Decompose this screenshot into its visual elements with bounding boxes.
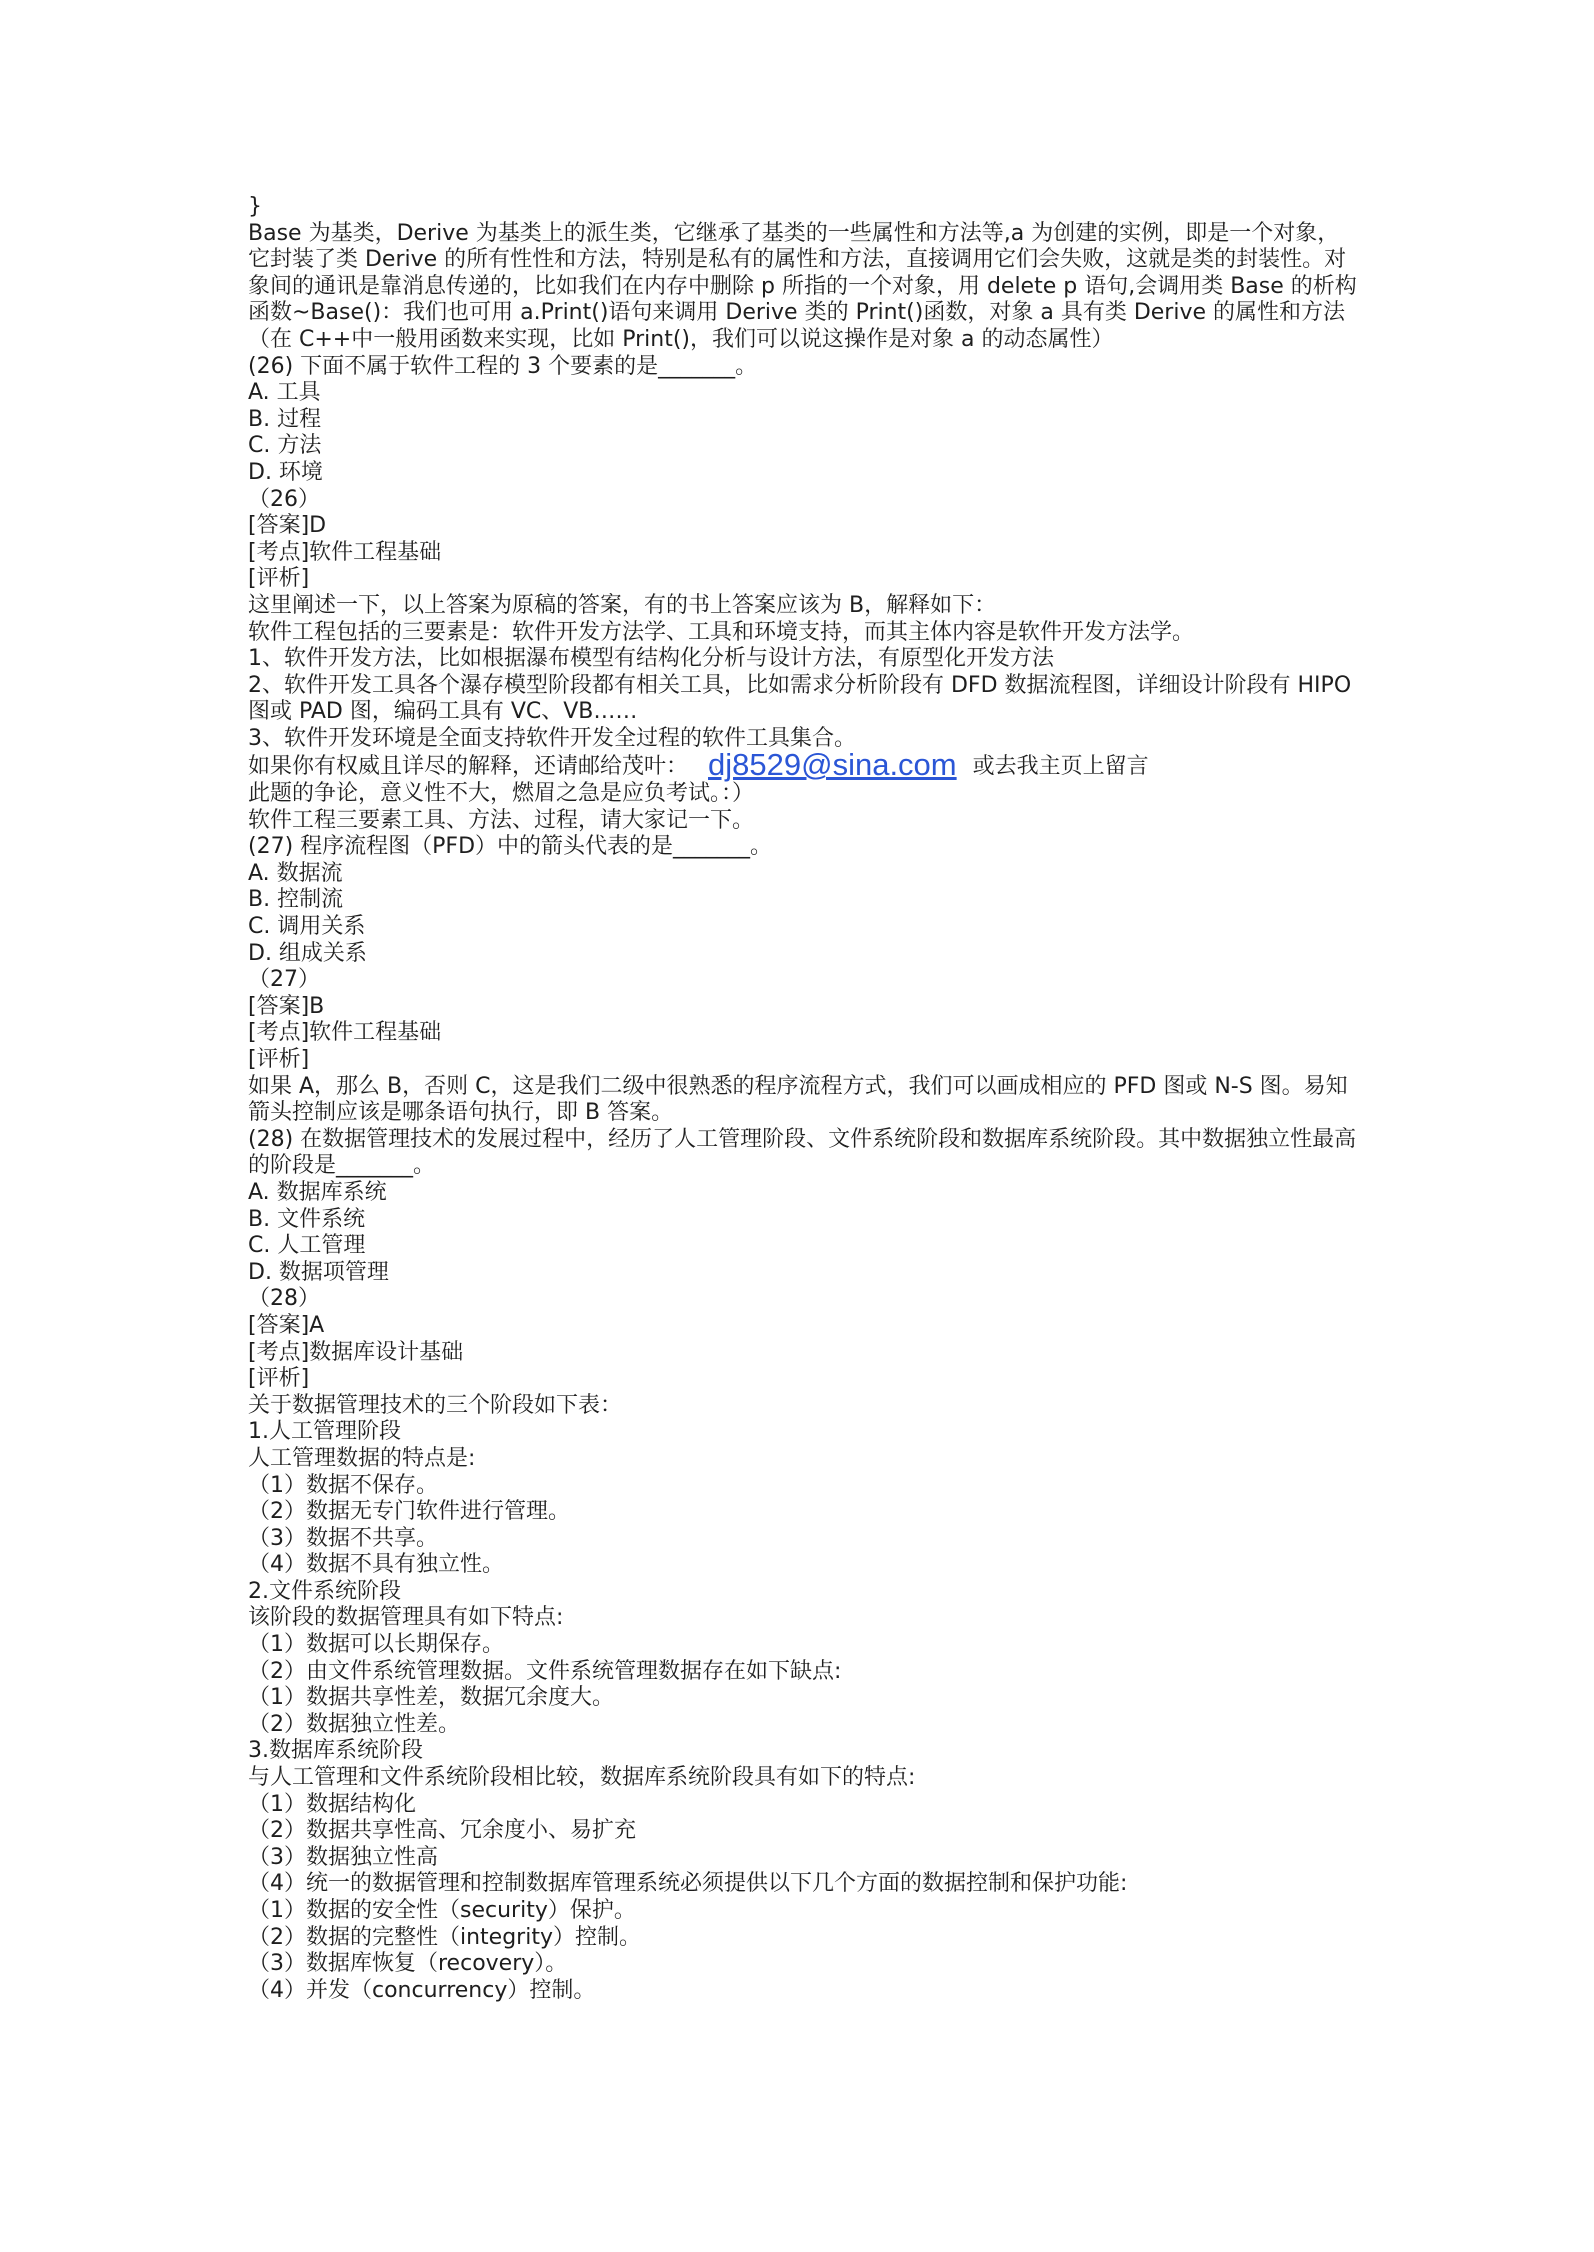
text-line: [评析] bbox=[248, 1366, 310, 1392]
text-line: [答案]D bbox=[248, 513, 327, 539]
text-line: Base 为基类，Derive 为基类上的派生类，它继承了基类的一些属性和方法等,a 为创建的实例，即是一个对象，它封装了类 Derive 的所有性性和方法，特别是私有的属性和方法，直接调用它们会失败，这就是类的封装性。对象间的通讯是靠消息传递的，比如我们在内存中删除 p 所指的一个对象，用 delete p 语句,会调用类 Base 的析构函数~Base()：我们也可用 a.Print()语句来调用 Derive 类的 Print()函数，对象 a 具有类 Derive 的属性和方法（在 C++中一般用函数来实现，比如 Print()，我们可以说这操作是对象 a 的动态属性） bbox=[248, 220, 1357, 352]
text-line: [考点]软件工程基础 bbox=[248, 539, 442, 565]
text-line: (26) 下面不属于软件工程的 3 个要素的是_______。 bbox=[248, 353, 758, 379]
text-line: （26） bbox=[248, 486, 320, 512]
text-line: （4）并发（concurrency）控制。 bbox=[248, 1977, 596, 2003]
text-line: （4）数据不具有独立性。 bbox=[248, 1552, 504, 1578]
text-line: 人工管理数据的特点是: bbox=[248, 1445, 476, 1471]
text-line: [考点]数据库设计基础 bbox=[248, 1339, 464, 1365]
text-line: 软件工程三要素工具、方法、过程，请大家记一下。 bbox=[248, 807, 755, 833]
text-line: A. 工具 bbox=[248, 380, 321, 406]
text-line: （1）数据可以长期保存。 bbox=[248, 1632, 504, 1658]
text-line: 3、软件开发环境是全面支持软件开发全过程的软件工具集合。 bbox=[248, 725, 856, 751]
text-line: 2.文件系统阶段 bbox=[248, 1578, 401, 1604]
text-line: A. 数据流 bbox=[248, 860, 343, 886]
text-line: [考点]软件工程基础 bbox=[248, 1020, 442, 1046]
text-line: 软件工程包括的三要素是：软件开发方法学、工具和环境支持，而其主体内容是软件开发方法学。 bbox=[248, 619, 1195, 645]
text-line: （2）数据的完整性（integrity）控制。 bbox=[248, 1924, 641, 1950]
document-body bbox=[248, 194, 1358, 2004]
text-line: (27) 程序流程图（PFD）中的箭头代表的是_______。 bbox=[248, 834, 773, 860]
text-line: [评析] bbox=[248, 566, 310, 592]
text-line: D. 组成关系 bbox=[248, 940, 367, 966]
text-line: （2）由文件系统管理数据。文件系统管理数据存在如下缺点: bbox=[248, 1658, 842, 1684]
text-line: 1、软件开发方法，比如根据瀑布模型有结构化分析与设计方法，有原型化开发方法 bbox=[248, 646, 1054, 672]
text-line: （1）数据共享性差，数据冗余度大。 bbox=[248, 1685, 614, 1711]
text-line: （1）数据的安全性（security）保护。 bbox=[248, 1898, 636, 1923]
text-line: 此题的争论，意义性不大，燃眉之急是应负考试。：） bbox=[248, 781, 755, 807]
email-link[interactable]: dj8529@sina.com bbox=[708, 747, 957, 783]
text-line: （2）数据共享性高、冗余度小、易扩充 bbox=[248, 1818, 636, 1844]
text-line: (28) 在数据管理技术的发展过程中，经历了人工管理阶段、文件系统阶段和数据库系统阶段。其中数据独立性最高的阶段是_______。 bbox=[248, 1126, 1357, 1179]
text-line: （1）数据不保存。 bbox=[248, 1472, 438, 1498]
text-section-1 bbox=[248, 194, 1358, 752]
text-line: C. 方法 bbox=[248, 433, 322, 459]
text-line: 3.数据库系统阶段 bbox=[248, 1738, 423, 1764]
text-line: [答案]B bbox=[248, 993, 325, 1019]
text-line: （1）数据结构化 bbox=[248, 1791, 416, 1817]
text-line: C. 人工管理 bbox=[248, 1233, 366, 1259]
text-line: 这里阐述一下，以上答案为原稿的答案，有的书上答案应该为 B，解释如下： bbox=[248, 592, 997, 618]
text-line: 2、软件开发工具各个瀑存模型阶段都有相关工具，比如需求分析阶段有 DFD 数据流程图，详细设计阶段有 HIPO 图或 PAD 图，编码工具有 VC、VB…… bbox=[248, 672, 1359, 725]
text-line: （2）数据独立性差。 bbox=[248, 1711, 460, 1737]
text-line: 该阶段的数据管理具有如下特点: bbox=[248, 1605, 564, 1631]
email-line bbox=[248, 747, 1358, 783]
text-line: 与人工管理和文件系统阶段相比较，数据库系统阶段具有如下的特点: bbox=[248, 1765, 916, 1791]
text-line: B. 文件系统 bbox=[248, 1206, 366, 1232]
text-line: （4）统一的数据管理和控制数据库管理系统必须提供以下几个方面的数据控制和保护功能: bbox=[248, 1871, 1128, 1897]
text-line: } bbox=[248, 194, 262, 219]
text-line: [答案]A bbox=[248, 1312, 325, 1338]
email-line-prefix: 如果你有权威且详尽的解释，还请邮给茂叶： bbox=[248, 754, 689, 780]
text-line: （2）数据无专门软件进行管理。 bbox=[248, 1499, 570, 1525]
text-line: （27） bbox=[248, 967, 320, 993]
text-line: D. 环境 bbox=[248, 459, 323, 485]
text-line: （3）数据库恢复（recovery）。 bbox=[248, 1951, 568, 1977]
text-line: 1.人工管理阶段 bbox=[248, 1419, 401, 1445]
text-section-2 bbox=[248, 781, 1358, 2004]
text-line: 如果 A，那么 B，否则 C，这是我们二级中很熟悉的程序流程方式，我们可以画成相应的 PFD 图或 N-S 图。易知箭头控制应该是哪条语句执行，即 B 答案。 bbox=[248, 1073, 1348, 1126]
text-line: [评析] bbox=[248, 1047, 310, 1072]
email-line-suffix: 或去我主页上留言 bbox=[972, 754, 1149, 780]
text-line: B. 控制流 bbox=[248, 887, 344, 913]
text-line: C. 调用关系 bbox=[248, 914, 366, 940]
text-line: B. 过程 bbox=[248, 406, 322, 432]
text-line: 关于数据管理技术的三个阶段如下表： bbox=[248, 1392, 623, 1418]
text-line: A. 数据库系统 bbox=[248, 1179, 387, 1205]
text-line: （3）数据独立性高 bbox=[248, 1844, 438, 1870]
text-line: （28） bbox=[248, 1286, 320, 1312]
text-line: D. 数据项管理 bbox=[248, 1259, 389, 1285]
text-line: （3）数据不共享。 bbox=[248, 1525, 438, 1551]
